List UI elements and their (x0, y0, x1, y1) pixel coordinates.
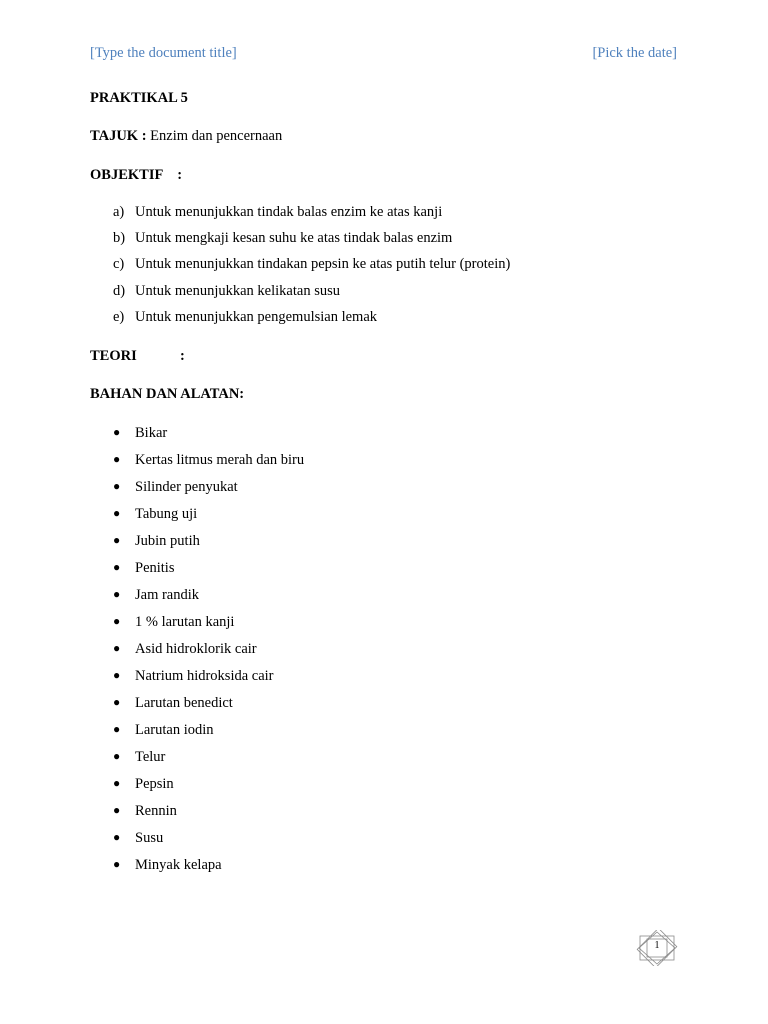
material-text: Bikar (135, 425, 168, 441)
bullet-icon: ● (113, 641, 121, 655)
bullet-icon: ● (113, 803, 121, 817)
objective-marker: c) (113, 256, 125, 273)
materials-list (113, 425, 304, 884)
material-item (113, 803, 304, 830)
bullet-icon: ● (113, 695, 121, 709)
objective-text: Untuk menunjukkan tindakan pepsin ke atas putih telur (protein) (135, 256, 511, 273)
bullet-icon: ● (113, 506, 121, 520)
material-item (113, 641, 304, 668)
bullet-icon: ● (113, 560, 121, 574)
material-text: Rennin (135, 803, 177, 819)
material-item (113, 695, 304, 722)
bullet-icon: ● (113, 614, 121, 628)
objective-text: Untuk menunjukkan kelikatan susu (135, 282, 340, 299)
teori-label: TEORI (90, 348, 137, 364)
material-text: Natrium hidroksida cair (135, 668, 274, 684)
material-item (113, 587, 304, 614)
tajuk-value: Enzim dan pencernaan (150, 128, 283, 144)
material-item (113, 668, 304, 695)
bullet-icon: ● (113, 776, 121, 790)
bullet-icon: ● (113, 830, 121, 844)
practical-heading: PRAKTIKAL 5 (90, 90, 188, 106)
material-item (113, 830, 304, 857)
objective-item (113, 230, 510, 256)
objective-item (113, 283, 510, 309)
bahan-heading: BAHAN DAN ALATAN: (90, 386, 245, 402)
objective-text: Untuk menunjukkan tindak balas enzim ke atas kanji (135, 204, 443, 220)
material-text: 1 % larutan kanji (135, 614, 235, 630)
date-picker-placeholder[interactable]: [Pick the date] (592, 45, 677, 61)
bullet-icon: ● (113, 722, 121, 736)
material-item (113, 614, 304, 641)
material-text: Susu (135, 830, 164, 846)
material-text: Jam randik (135, 587, 200, 603)
material-item (113, 506, 304, 533)
objective-list (113, 204, 510, 335)
bullet-icon: ● (113, 668, 121, 682)
page-number: 1 (654, 940, 660, 951)
material-item (113, 722, 304, 749)
material-item (113, 425, 304, 452)
material-item (113, 560, 304, 587)
tajuk-line (90, 128, 282, 145)
objektif-heading: OBJEKTIF : (90, 167, 183, 183)
material-text: Larutan benedict (135, 695, 233, 711)
material-text: Telur (135, 749, 166, 765)
objective-marker: a) (113, 204, 125, 220)
document-title-placeholder[interactable]: [Type the document title] (90, 45, 237, 61)
tajuk-label: TAJUK : (90, 128, 147, 144)
material-item (113, 479, 304, 506)
bullet-icon: ● (113, 533, 121, 547)
material-text: Larutan iodin (135, 722, 214, 738)
material-text: Kertas litmus merah dan biru (135, 452, 305, 468)
material-text: Jubin putih (135, 533, 200, 549)
objective-marker: b) (113, 230, 126, 247)
material-item (113, 452, 304, 479)
objective-text: Untuk mengkaji kesan suhu ke atas tindak balas enzim (135, 230, 453, 247)
objective-marker: e) (113, 308, 125, 325)
material-item (113, 776, 304, 803)
objective-item (113, 309, 510, 335)
bullet-icon: ● (113, 857, 121, 871)
page-number-badge (636, 930, 678, 966)
material-text: Silinder penyukat (135, 479, 238, 495)
material-text: Minyak kelapa (135, 857, 222, 873)
material-text: Pepsin (135, 776, 174, 792)
objective-marker: d) (113, 282, 126, 299)
bullet-icon: ● (113, 479, 121, 493)
bullet-icon: ● (113, 425, 121, 439)
material-item (113, 857, 304, 884)
material-text: Penitis (135, 560, 175, 576)
material-text: Asid hidroklorik cair (135, 641, 257, 657)
material-item (113, 749, 304, 776)
teori-colon: : (180, 348, 185, 364)
material-item (113, 533, 304, 560)
bullet-icon: ● (113, 749, 121, 763)
bullet-icon: ● (113, 587, 121, 601)
objective-item (113, 256, 510, 282)
material-text: Tabung uji (135, 506, 198, 522)
bullet-icon: ● (113, 452, 121, 466)
objective-text: Untuk menunjukkan pengemulsian lemak (135, 308, 378, 325)
objective-item (113, 204, 510, 230)
teori-heading (90, 348, 185, 365)
